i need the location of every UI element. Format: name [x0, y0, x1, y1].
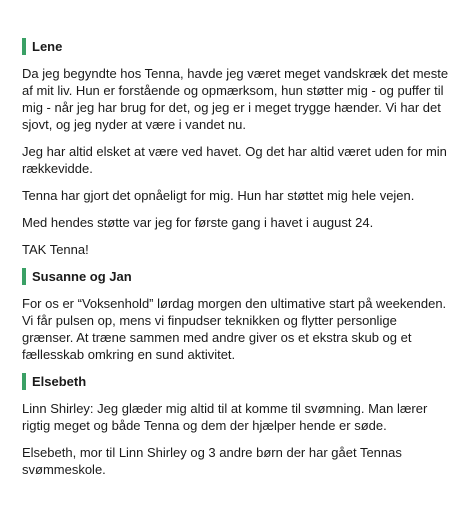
section-title: Lene	[32, 39, 63, 54]
testimonial-paragraph: Jeg har altid elsket at være ved havet. Og det har altid været uden for min rækkevidde.	[22, 144, 447, 176]
section-heading	[22, 268, 451, 285]
accent-bar	[22, 38, 26, 55]
section-title: Susanne og Jan	[32, 269, 132, 284]
section-heading	[22, 373, 451, 390]
testimonial-paragraph: Med hendes støtte var jeg for første gang i havet i august 24.	[22, 215, 374, 230]
testimonial-paragraph: For os er “Voksenhold” lørdag morgen den ultimative start på weekenden. Vi får pulsen op, mens vi finpudser teknikken og flytter personlige grænser. At træne sammen med andre giver os et ekstra skub og et fællesskab omkring en sund aktivitet.	[22, 296, 447, 362]
section-title: Elsebeth	[32, 374, 87, 389]
testimonial-paragraph: Da jeg begyndte hos Tenna, havde jeg været meget vandskræk det meste af mit liv. Hun er forstående og opmærksom, hun støtter mig - og puffer til mig - når jeg har brug for det, og jeg er i meget trygge hænder. Vi har det sjovt, og jeg nyder at være i vandet nu.	[22, 66, 449, 132]
testimonial-paragraph: TAK Tenna!	[22, 242, 89, 257]
testimonial-paragraph: Elsebeth, mor til Linn Shirley og 3 andre børn der har gået Tennas svømmeskole.	[22, 445, 402, 477]
accent-bar	[22, 268, 26, 285]
accent-bar	[22, 373, 26, 390]
testimonial-paragraph: Tenna har gjort det opnåeligt for mig. Hun har støttet mig hele vejen.	[22, 188, 415, 203]
testimonial-section-susanne-og-jan	[22, 268, 451, 363]
testimonial-section-elsebeth	[22, 373, 451, 478]
testimonial-section-lene	[22, 38, 451, 258]
testimonial-paragraph: Linn Shirley: Jeg glæder mig altid til at komme til svømning. Man lærer rigtig meget og både Tenna og dem der hjælper hende er søde.	[22, 401, 428, 433]
section-heading	[22, 38, 451, 55]
